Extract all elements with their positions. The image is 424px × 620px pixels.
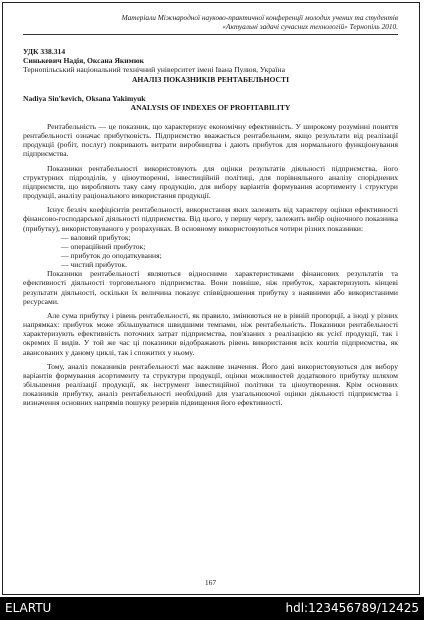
profit-list <box>61 233 398 270</box>
viewer-footer-bar <box>0 597 424 620</box>
paragraph-1: Рентабельність — це показник, що характеризує економічну ефективність. У широкому розумінні поняття рентабельності означає прибутковість. Підприємство вважається рентабельним, якщо результати від реалізації продукції (робіт, послуг) покривають витрати виробництва і дають прибуток для нормального функціонування підприємства. <box>23 121 398 159</box>
page-number: 167 <box>204 578 217 587</box>
paragraph-5: Але сума прибутку і рівень рентабельності, як правило, змінюються не в рівній пропорції, а іноді у різних напрямках: прибуток може збільшуватися швидшими темпами, ніж рентабельність. Показники рентабельності характеризують ефективність поточних затрат підприємства, пов'язаних з реалізацією як усієї продукції, так і окремих її видів. У той же час ці показники відображають рівень використання всіх коштів підприємства, як авансованих у даному циклі, так і спожитих у ньому. <box>23 310 398 357</box>
repository-name[interactable]: ELARTU <box>5 601 52 615</box>
paragraph-2: Показники рентабельності використовують для оцінки результатів діяльності підприємства, його структурних підрозділів, у ціноутворенні, інвестиційній політиці, для порівняльного аналізу споріднених підприємств, що виробляють таку саму продукцію, для вибору варіантів формування асортименту і структури продукції, аналізу раціонального використання продукції. <box>23 163 398 201</box>
paragraph-6: Тому, аналіз показників рентабельності має важливе значення. Його дані використовуються для вибору варіантів формування асортименту та структури продукції, оцінки можливостей додаткового прибутку шляхом збільшення реалізації продукції, як інструмент інвестиційної політики та ціноутворення. Крім основних показників прибутку, аналіз рентабельності необхідний для узагальнюючої оцінки діяльності підприємства і визначення основних напрямів пошуку резервів підвищення його ефективності. <box>23 361 398 408</box>
header-line-1: Матеріали Міжнародної науково-практичної конференції молодих учених та студентів <box>121 13 398 22</box>
paragraph-3: Існує безліч коефіцієнтів рентабельності, використання яких залежить від характеру оцінки ефективності фінансово-господарської діяльності підприємства. Від цього, у першу чергу, залежить вибір оціночного показника (прибутку), використовуваного у розрахунках. В основному використовуються чотири різних показники: <box>23 205 398 233</box>
affiliation: Тернопільський національний технічний університет імені Івана Пулюя, Україна <box>23 65 285 75</box>
list-item: — прибуток до оподаткування; <box>61 250 162 260</box>
conference-header <box>23 13 398 35</box>
authors-ua: Синькевич Надія, Оксана Якимюк <box>23 56 145 66</box>
list-item: — валовий прибуток; <box>61 232 131 242</box>
list-item: — операційний прибуток; <box>61 241 146 251</box>
document-page <box>23 13 398 587</box>
page-frame <box>2 2 420 595</box>
handle-link[interactable]: hdl:123456789/12425 <box>285 601 419 615</box>
paragraph-4: Показники рентабельності являються відносними характеристиками фінансових результатів та ефективності діяльності торговельного підприємства. Вони повніше, ніж прибуток, характеризують кінцеві результати діяльності, оскільки їх величина показує співвідношення прибутку з наявними або використаними ресурсами. <box>23 269 398 306</box>
udc-code: УДК 338.314 <box>23 47 66 56</box>
list-item: — чистий прибуток. <box>61 260 127 270</box>
header-line-2: «Актуальні задачі сучасних технологій» Тернопіль 2010. <box>222 22 398 31</box>
title-ua: АНАЛІЗ ПОКАЗНИКІВ РЕНТАБЕЛЬНОСТІ <box>131 75 290 85</box>
title-en: ANALYSIS OF INDEXES OF PROFITABILITY <box>130 102 291 112</box>
authors-en: Nadiya Sin'kevich, Oksana Yakimyuk <box>23 93 146 103</box>
